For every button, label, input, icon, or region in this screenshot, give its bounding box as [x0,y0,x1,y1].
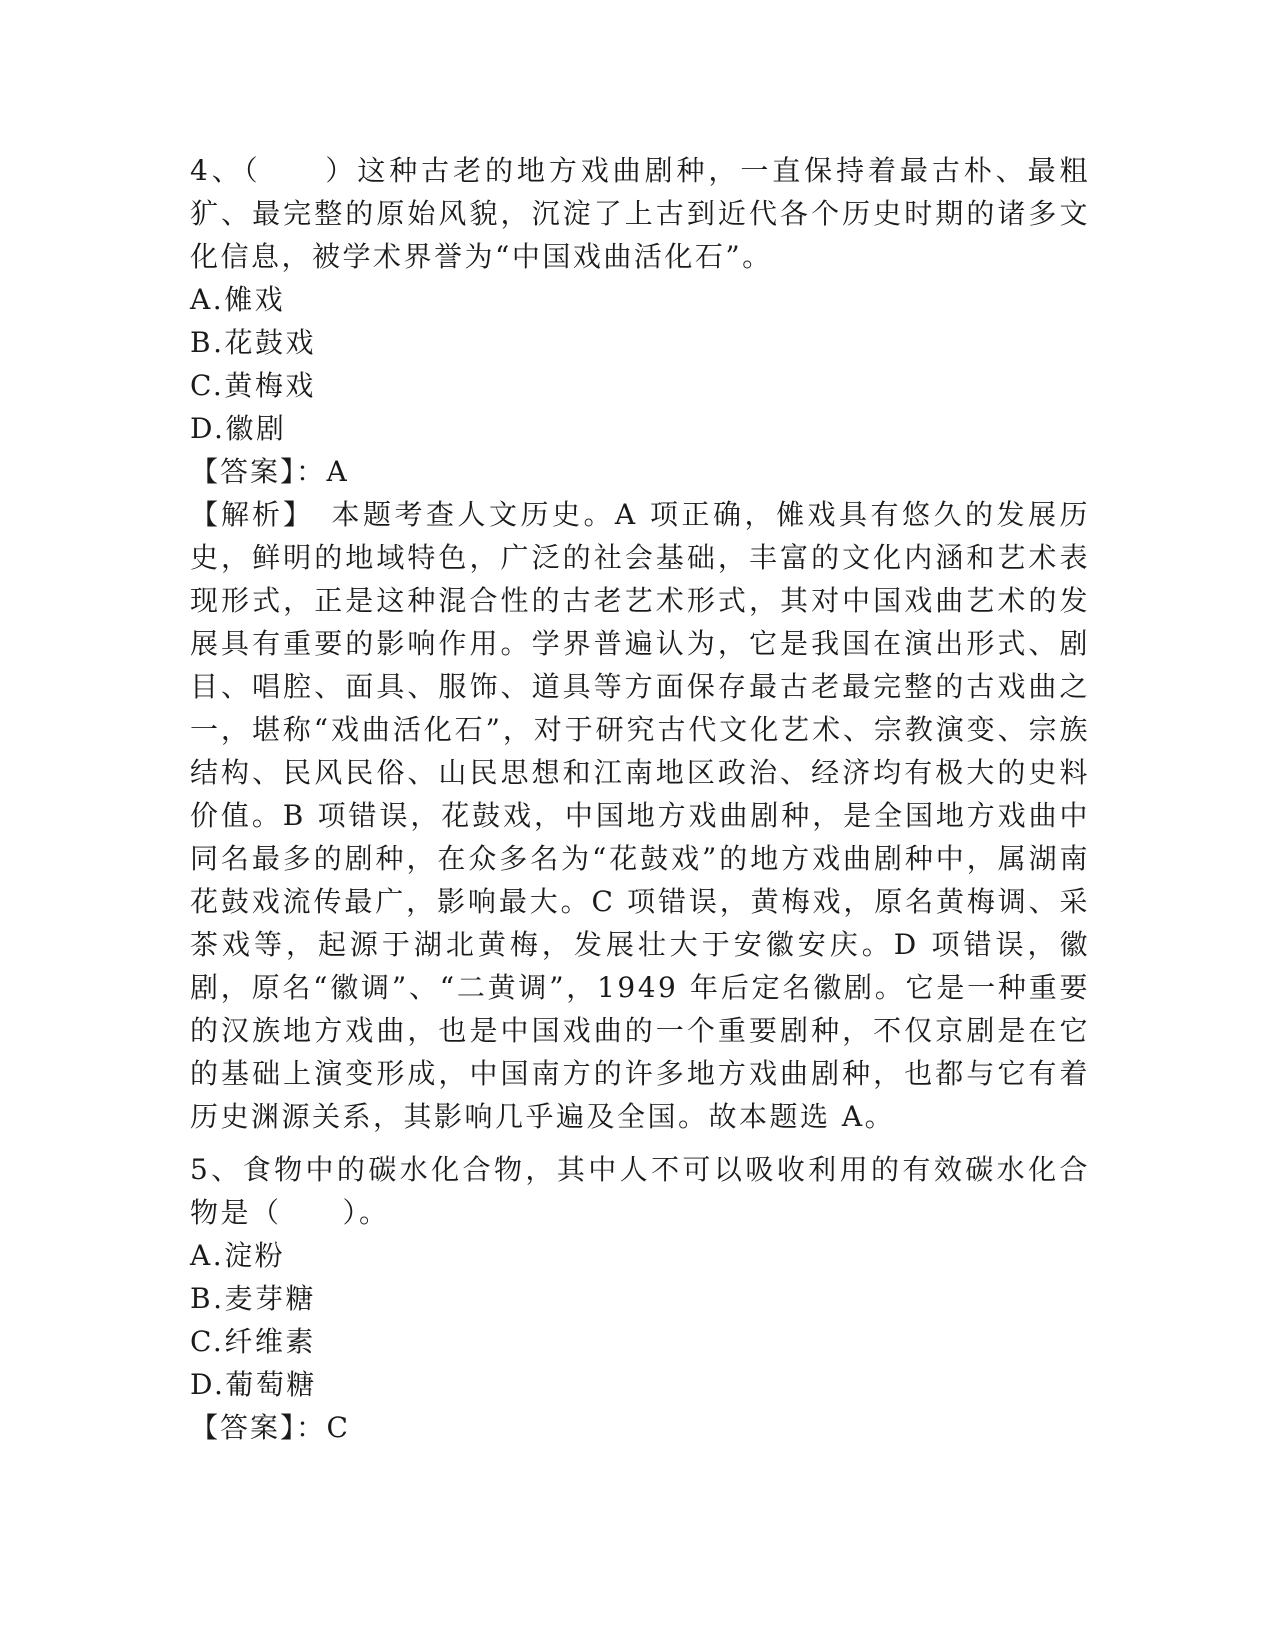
option-d: D.徽剧 [190,412,287,445]
question-stem: 4、（ ）这种古老的地方戏曲剧种，一直保持着最古朴、最粗犷、最完整的原始风貌，沉淀了上古到近代各个历史时期的诸多文化信息，被学术界誉为“中国戏曲活化石”。 [190,154,1090,273]
analysis-text: 本题考查人文历史。A 项正确，傩戏具有悠久的发展历史，鲜明的地域特色，广泛的社会基础，丰富的文化内涵和艺术表现形式，正是这种混合性的古老艺术形式，其对中国戏曲艺术的发展具有重要的影响作用。学界普遍认为，它是我国在演出形式、剧目、唱腔、面具、服饰、道具等方面保存最古老最完整的古戏曲之一，堪称“戏曲活化石”，对于研究古代文化艺术、宗教演变、宗族结构、民风民俗、山民思想和江南地区政治、经济均有极大的史料价值。B 项错误，花鼓戏，中国地方戏曲剧种，是全国地方戏曲中同名最多的剧种，在众多名为“花鼓戏”的地方戏曲剧种中，属湖南花鼓戏流传最广，影响最大。C 项错误，黄梅戏，原名黄梅调、采茶戏等，起源于湖北黄梅，发展壮大于安徽安庆。D 项错误，徽剧，原名“徽调”、“二黄调”，1949 年后定名徽剧。它是一种重要的汉族地方戏曲，也是中国戏曲的一个重要剧种，不仅京剧是在它的基础上演变形成，中国南方的许多地方戏曲剧种，也都与它有着历史渊源关系，其影响几乎遍及全国。故本题选 A。 [190,498,1090,1133]
question-5 [190,1148,1090,1449]
answer-line [190,1406,1090,1449]
analysis-paragraph [190,493,1090,1138]
answer-value: ：A [296,455,350,488]
answer-tag: 【答案】 [190,455,297,488]
analysis-tag: 【解析】 [190,498,300,531]
option-c: C.黄梅戏 [190,369,316,402]
question-stem: 5、食物中的碳水化合物，其中人不可以吸收利用的有效碳水化合物是（ ）。 [190,1153,1090,1229]
answer-value: ：C [296,1411,351,1444]
option-b: B.麦芽糖 [190,1282,316,1315]
exam-page [190,149,1090,1449]
question-4 [190,149,1090,1138]
option-b: B.花鼓戏 [190,326,316,359]
option-a: A.傩戏 [190,283,286,316]
answer-tag: 【答案】 [190,1411,297,1444]
option-d: D.葡萄糖 [190,1368,317,1401]
option-c: C.纤维素 [190,1325,316,1358]
answer-line [190,450,1090,493]
option-a: A.淀粉 [190,1239,286,1272]
